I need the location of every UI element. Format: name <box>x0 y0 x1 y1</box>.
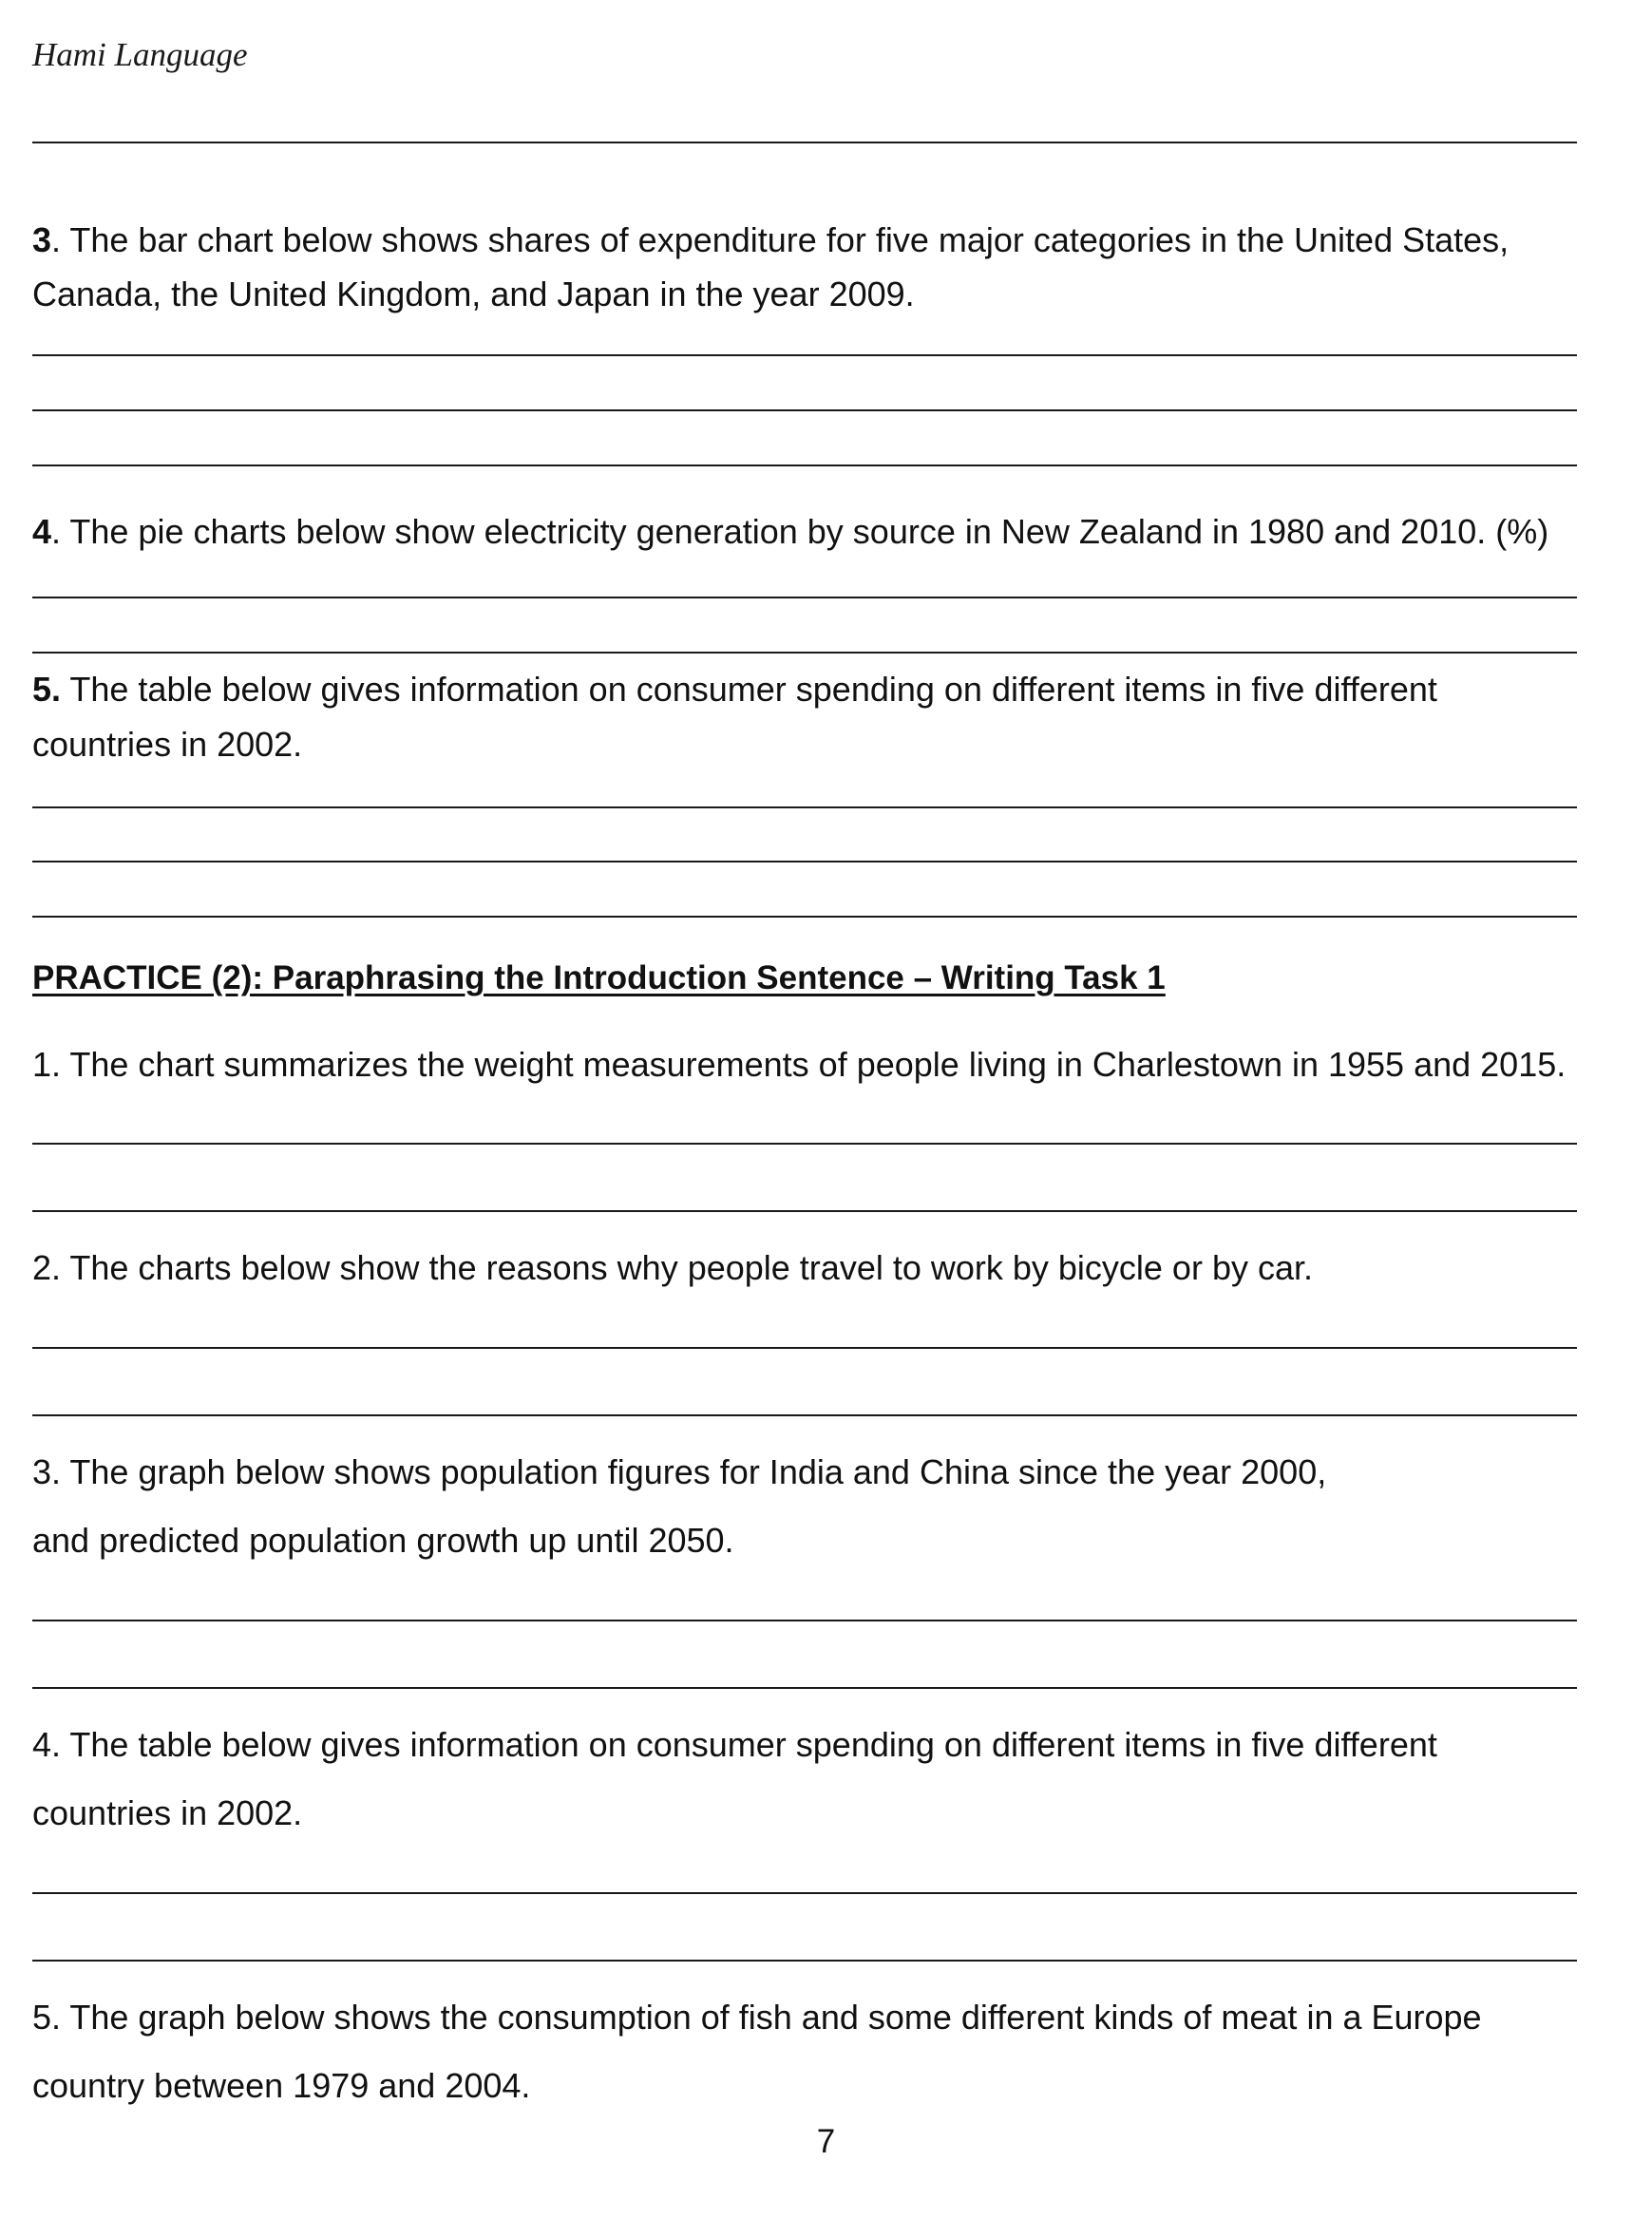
item-5-line-1: 5. The table below gives information on consumer spending on different items in five different <box>32 670 1437 709</box>
answer-line <box>32 1687 1577 1689</box>
answer-line <box>32 916 1577 918</box>
practice-item-3-line-1: 3. The graph below shows population figures for India and China since the year 2000, <box>32 1452 1327 1491</box>
answer-line <box>32 1620 1577 1621</box>
answer-line <box>32 1892 1577 1894</box>
practice-item-5-line-2: country between 1979 and 2004. <box>32 2066 531 2105</box>
practice-item-2: 2. The charts below show the reasons why people travel to work by bicycle or by car. <box>32 1248 1313 1287</box>
item-4-line-1: 4. The pie charts below show electricity generation by source in New Zealand in 1980 and 2010. (%) <box>32 512 1549 551</box>
practice-item-5-line-1: 5. The graph below shows the consumption of fish and some different kinds of meat in a Europe <box>32 1998 1482 2037</box>
item-3-number: 3 <box>32 220 52 259</box>
header-title: Hami Language <box>32 36 248 73</box>
item-3-line-2: Canada, the United Kingdom, and Japan in the year 2009. <box>32 275 915 313</box>
answer-line <box>32 1347 1577 1349</box>
answer-line <box>32 1210 1577 1212</box>
answer-line <box>32 464 1577 466</box>
answer-line <box>32 1143 1577 1145</box>
item-3-line-1: 3. The bar chart below shows shares of expenditure for five major categories in the United States, <box>32 220 1510 259</box>
answer-line <box>32 597 1577 598</box>
page-number: 7 <box>816 2123 836 2160</box>
answer-line <box>32 1414 1577 1416</box>
practice-item-4-line-2: countries in 2002. <box>32 1793 303 1832</box>
answer-line <box>32 861 1577 863</box>
answer-line <box>32 409 1577 411</box>
answer-line <box>32 652 1577 654</box>
answer-line <box>32 806 1577 808</box>
header-rule <box>32 142 1577 143</box>
item-5-line-2: countries in 2002. <box>32 725 303 764</box>
answer-line <box>32 354 1577 356</box>
practice-item-4-line-1: 4. The table below gives information on consumer spending on different items in five different <box>32 1725 1437 1764</box>
answer-line <box>32 1960 1577 1962</box>
item-4-number: 4 <box>32 512 52 551</box>
practice-item-1: 1. The chart summarizes the weight measurements of people living in Charlestown in 1955 and 2015. <box>32 1045 1567 1084</box>
practice-heading: PRACTICE (2): Paraphrasing the Introduction Sentence – Writing Task 1 <box>32 959 1166 996</box>
practice-item-3-line-2: and predicted population growth up until 2050. <box>32 1521 734 1560</box>
item-5-number: 5. <box>32 670 62 709</box>
